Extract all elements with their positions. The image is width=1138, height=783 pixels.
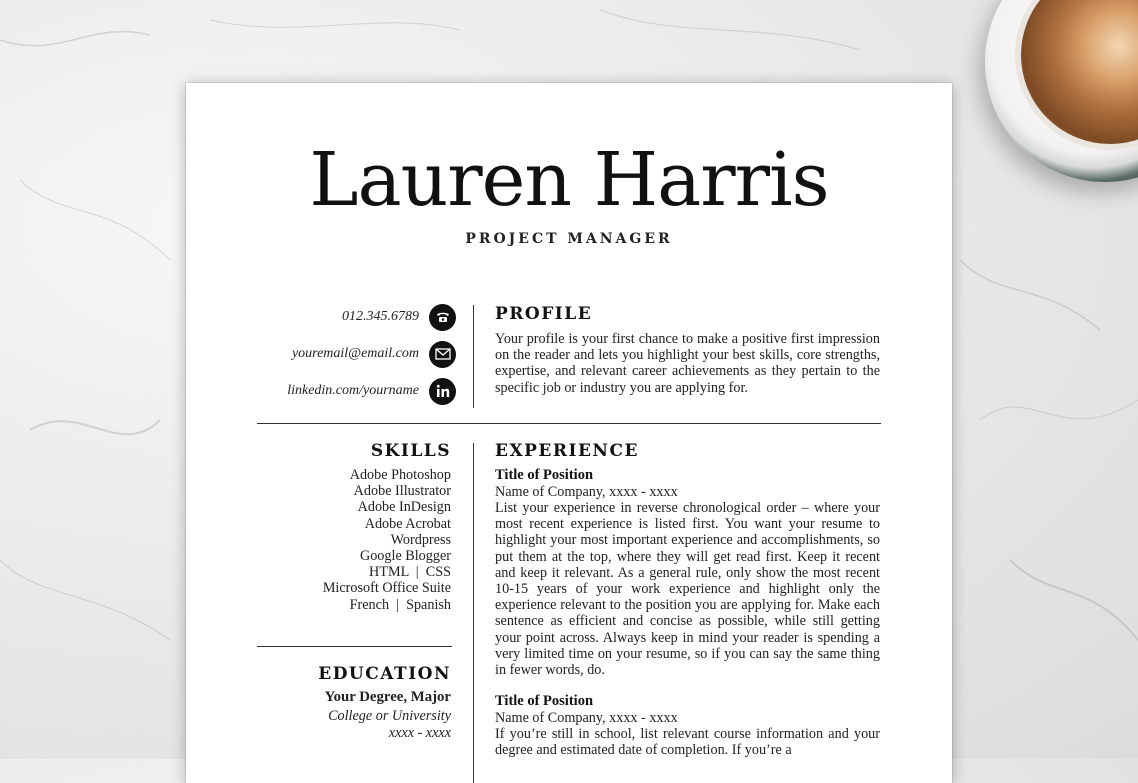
contact-phone-row [342,303,456,331]
education-heading: EDUCATION [318,664,451,684]
profile-divider-vertical [473,305,474,408]
education-years: xxxx - xxxx [388,725,451,741]
skill-item: Microsoft Office Suite [322,580,451,597]
contact-email-row [292,340,456,368]
skills-divider [257,646,452,647]
job-description: List your experience in reverse chronological order – where your most recent experience is listed first. You want your resume to highlight your most important experience and accomplishments, so put them at the top, where they will get read first. Keep it recent and keep it relevant. As a general rule, only show the most recent 10-15 years of your work experience and highlight only the experience relevant to the position you are applying for. Make each sentence as efficient and concise as possible, while still getting your point across. Always keep in mind your reader is spending a very limited time on your resume, so if you can say the same thing in fewer words, do. [495,500,880,679]
skill-item: Wordpress [390,531,451,548]
profile-text: Your profile is your first chance to make a positive first impression on the reader and lets you highlight your best skills, core strengths, expertise, and relevant career achievements as they pertain to the specific job or industry you are applying for. [495,331,880,396]
skills-heading: SKILLS [370,441,451,461]
job-title: Title of Position [495,467,594,483]
education-degree: Your Degree, Major [324,689,451,705]
job-description: If you’re still in school, list relevant course information and your degree and estimated date of completion. If you’re a [495,726,880,759]
resume-page [186,83,952,783]
job-title: Title of Position [495,693,594,709]
profile-heading: PROFILE [495,304,593,324]
body-divider-vertical [473,443,474,783]
resume-role: PROJECT MANAGER [465,231,673,247]
skill-item: Adobe InDesign [357,499,451,516]
experience-heading: EXPERIENCE [495,441,639,461]
skill-item: French | Spanish [349,596,451,613]
contact-linkedin-row [287,377,456,405]
linkedin-icon [429,378,456,405]
resume-name: Lauren Harris [309,137,829,223]
skill-item: Adobe Photoshop [349,467,451,483]
phone-icon [429,304,456,331]
skills-list [323,467,451,613]
contact-linkedin: linkedin.com/yourname [287,383,419,398]
skill-item: Google Blogger [359,548,451,565]
education-school: College or University [328,708,451,724]
envelope-icon [429,341,456,368]
skill-item: Adobe Illustrator [353,483,451,500]
contact-phone: 012.345.6789 [342,309,419,324]
job-company: Name of Company, xxxx - xxxx [495,484,678,500]
skill-item: Adobe Acrobat [364,515,451,532]
contact-email: youremail@email.com [291,346,419,361]
job-company: Name of Company, xxxx - xxxx [495,710,678,726]
header-divider [257,423,881,424]
skill-item: HTML | CSS [369,564,451,581]
